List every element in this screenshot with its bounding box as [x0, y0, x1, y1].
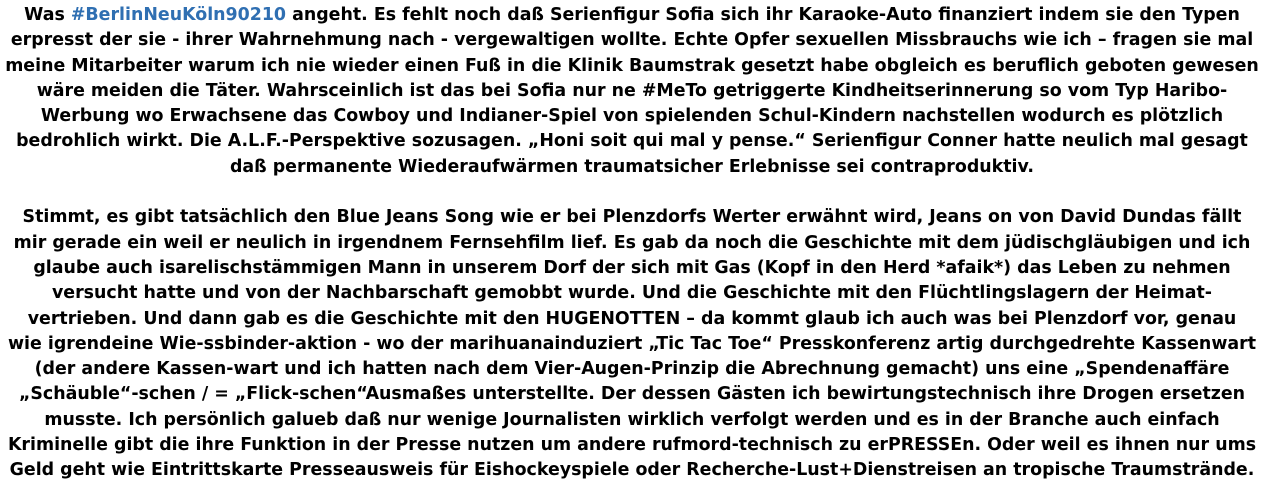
paragraph-1-line-1-suffix: angeht. Es fehlt noch daß Serienfigur Sofia sich ihr Karaoke-Auto finanziert indem sie den Typen — [286, 5, 1240, 25]
paragraph-2-line-10: Kriminelle gibt die ihre Funktion in der Presse nutzen um andere rufmord-technisch zu erPRESSEn. Oder weil es ihnen nur ums — [7, 435, 1257, 456]
paragraph-1-line-6: bedrohlich wirkt. Die A.L.F.-Perspektive sozusagen. „Honi soit qui mal y pense.“ Serienfigur Conner hatte neulich mal gesagt — [16, 131, 1248, 152]
paragraph-1-line-7: daß permanente Wiederaufwärmen traumatsicher Erlebnisse sei contraproduktiv. — [229, 156, 1035, 177]
paragraph-1-line-1-prefix: Was — [24, 5, 71, 25]
paragraph-spacer — [4, 180, 1260, 205]
paragraph-2-line-6: wie igrendeine Wie-ssbinder-aktion - wo der marihuanainduziert „Tic Tac Toe“ Presskonferenz artig durchgedrehte Kassenwart — [7, 333, 1257, 354]
paragraph-1-line-1 — [4, 3, 1260, 28]
paragraph-1 — [4, 3, 1260, 180]
paragraph-2-line-9: musste. Ich persönlich galueb daß nur wenige Journalisten wirklich verfolgt werden und es in der Branche auch einfach — [44, 409, 1220, 430]
paragraph-1-line-4: wäre meiden die Täter. Wahrsceinlich ist das bei Sofia nur ne #MeTo getriggerte Kindheitserinnerung so vom Typ Haribo- — [36, 80, 1228, 101]
paragraph-2-line-2: mir gerade ein weil er neulich in irgendnem Fernsehfilm lief. Es gab da noch die Geschichte mit dem jüdischgläubigen und ich — [13, 232, 1251, 253]
paragraph-2 — [4, 205, 1260, 483]
paragraph-2-line-5: vertrieben. Und dann gab es die Geschichte mit den HUGENOTTEN – da kommt glaub ich auch was bei Plenzdorf vor, genau — [27, 308, 1237, 329]
paragraph-2-line-8: „Schäuble“-schen / = „Flick-schen“Ausmaßes unterstellte. Der dessen Gästen ich bewirtungstechnisch ihre Drogen ersetzen — [18, 384, 1246, 405]
paragraph-2-line-1: Stimmt, es gibt tatsächlich den Blue Jeans Song wie er bei Plenzdorfs Werter erwähnt wird, Jeans on von David Dundas fällt — [22, 207, 1242, 228]
paragraph-2-line-11: Geld geht wie Eintrittskarte Presseausweis für Eishockeyspiele oder Recherche-Lust+Dienstreisen an tropische Traumstrände. — [9, 460, 1255, 481]
paragraph-2-line-3: glaube auch isarelischstämmigen Mann in unserem Dorf der sich mit Gas (Kopf in den Herd *afaik*) das Leben zu nehmen — [33, 257, 1231, 278]
hashtag-link[interactable]: #BerlinNeuKöln90210 — [70, 5, 287, 25]
paragraph-2-line-7: (der andere Kassen-wart und ich hatten nach dem Vier-Augen-Prinzip die Abrechnung gemacht) uns eine „Spendenaffäre — [34, 359, 1230, 380]
paragraph-2-line-4: versucht hatte und von der Nachbarschaft gemobbt wurde. Und die Geschichte mit den Flüchtlingslagern der Heimat- — [51, 283, 1213, 304]
paragraph-1-line-3: meine Mitarbeiter warum ich nie wieder einen Fuß in die Klinik Baumstrak gesetzt habe obgleich es beruflich geboten gewesen — [5, 55, 1259, 76]
paragraph-1-line-2: erpresst der sie - ihrer Wahrnehmung nach - vergewaltigen wollte. Echte Opfer sexuellen Missbrauchs wie ich – fragen sie mal — [10, 30, 1254, 51]
paragraph-1-line-5: Werbung wo Erwachsene das Cowboy und Indianer-Spiel von spielenden Schul-Kindern nachstellen wodurch es plötzlich — [40, 106, 1224, 127]
